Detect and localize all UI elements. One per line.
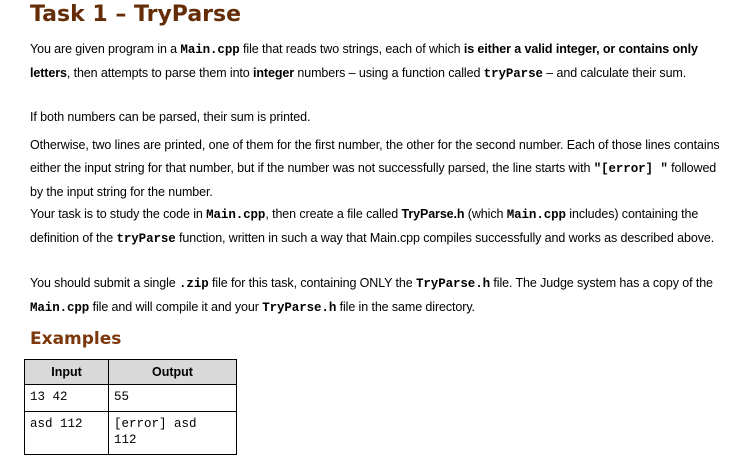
code-tryparse: tryParse	[116, 232, 176, 246]
code-main-cpp: Main.cpp	[506, 208, 566, 222]
examples-heading: Examples	[30, 329, 122, 349]
text: You should submit a single	[30, 276, 180, 290]
code-main-cpp: Main.cpp	[206, 208, 266, 222]
text: file. The Judge system has a copy of the	[490, 276, 713, 290]
text: file for this task, containing ONLY the	[208, 276, 416, 290]
text: – and calculate their sum.	[542, 66, 687, 80]
column-header-output: Output	[109, 360, 237, 385]
text: file and will compile it and your	[89, 300, 263, 314]
code-main-cpp: Main.cpp	[30, 301, 90, 315]
bold-text: is either a valid integer, or contains only letters	[30, 42, 698, 80]
code-tryparse-h: TryParse.h	[262, 301, 337, 315]
table-row	[25, 412, 237, 455]
text: file in the same directory.	[336, 300, 475, 314]
table-header-row	[25, 360, 237, 385]
column-header-input: Input	[25, 360, 109, 385]
output-cell	[109, 412, 237, 455]
text: includes) containing the definition of the	[30, 207, 699, 245]
output-line: 112	[114, 433, 137, 447]
text: You are given program in a	[30, 42, 181, 56]
text: followed by the input string for the number.	[30, 161, 717, 199]
text: function, written in such a way that Main.cpp compiles successfully and works as described above.	[175, 231, 715, 245]
sum-paragraph: If both numbers can be parsed, their sum is printed.	[30, 110, 311, 124]
task-paragraph	[30, 203, 722, 251]
error-paragraph	[30, 134, 722, 204]
bold-filename: TryParse.h	[401, 207, 465, 221]
input-cell: asd 112	[25, 412, 109, 455]
submit-paragraph	[30, 272, 722, 320]
output-line: [error] asd	[114, 417, 197, 431]
task-title: Task 1 – TryParse	[30, 2, 242, 27]
code-zip: .zip	[179, 277, 209, 291]
code-tryparse: tryParse	[483, 67, 543, 81]
text: Your task is to study the code in	[30, 207, 207, 221]
text: numbers – using a function called	[294, 66, 484, 80]
code-main-cpp: Main.cpp	[180, 43, 240, 57]
table-row	[25, 385, 237, 412]
intro-paragraph	[30, 38, 722, 86]
output-cell	[109, 385, 237, 412]
text: , then attempts to parse them into	[66, 66, 254, 80]
text: (which	[464, 207, 507, 221]
bold-text: integer	[253, 66, 294, 80]
code-tryparse-h: TryParse.h	[416, 277, 491, 291]
examples-table	[24, 359, 237, 455]
text: , then create a file called	[265, 207, 402, 221]
text: file that reads two strings, each of which	[239, 42, 464, 56]
text: Otherwise, two lines are printed, one of them for the first number, the other for the second number. Each of those lines contains either the input string for that number, but if the number was not successfully parsed, the line starts with	[30, 138, 720, 175]
output-line: 55	[114, 390, 130, 404]
input-cell: 13 42	[25, 385, 109, 412]
code-error-prefix: "[error] "	[593, 162, 668, 176]
